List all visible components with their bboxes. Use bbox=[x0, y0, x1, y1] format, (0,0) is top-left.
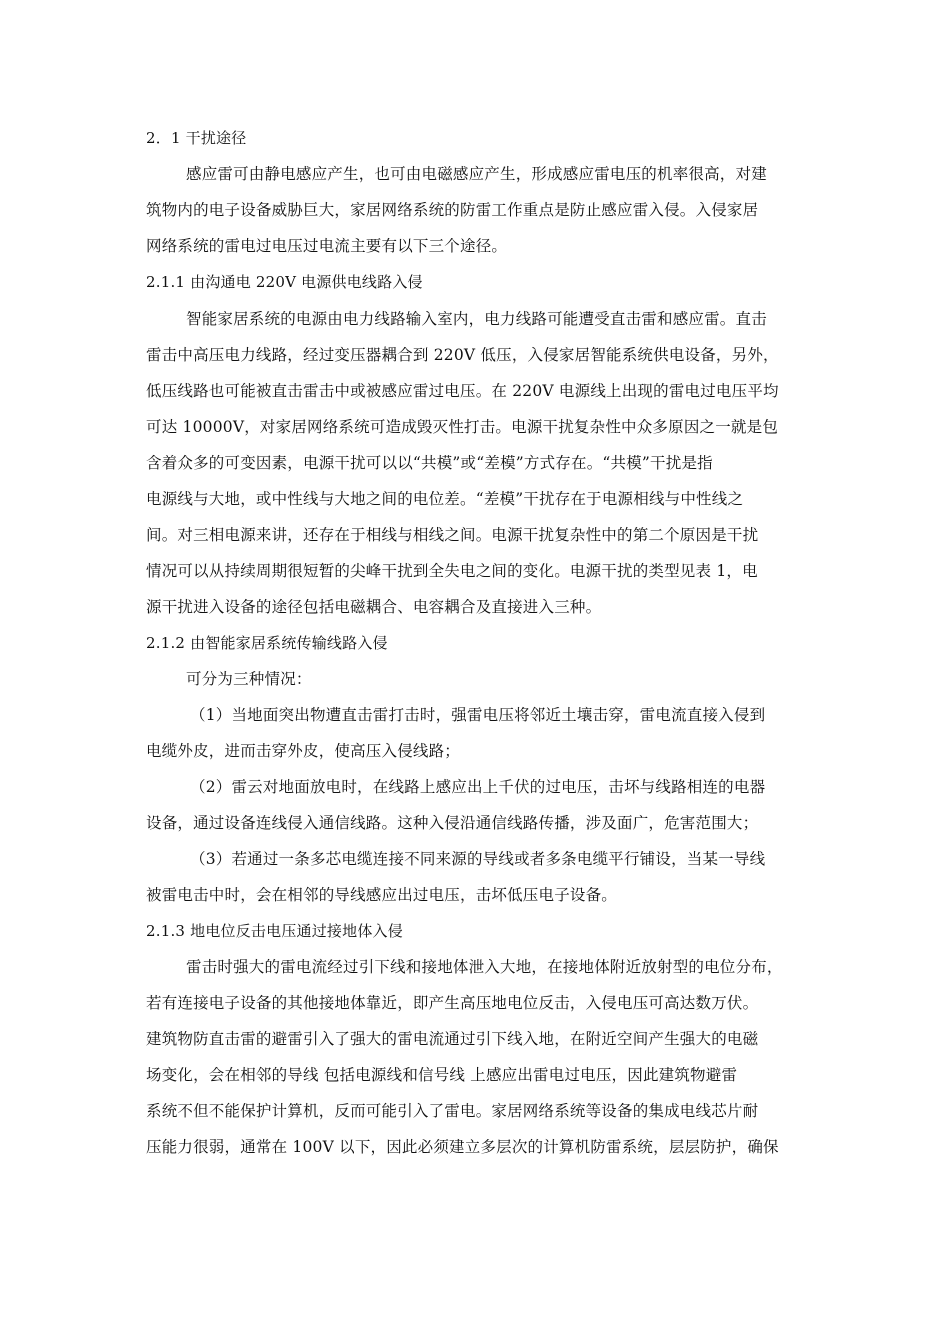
paragraph-line: 电缆外皮，进而击穿外皮，使高压入侵线路； bbox=[146, 742, 461, 760]
paragraph-line: 系统不但不能保护计算机，反而可能引入了雷电。家居网络系统等设备的集成电线芯片耐 bbox=[146, 1102, 759, 1120]
subsection-heading: 2.1.1 由沟通电 220V 电源供电线路入侵 bbox=[146, 273, 423, 291]
paragraph-line: 含着众多的可变因素，电源干扰可以以“共模”或“差模”方式存在。“共模”干扰是指 bbox=[146, 454, 713, 472]
section-heading: 2．1 干扰途径 bbox=[146, 129, 247, 147]
list-item-line: （3）若通过一条多芯电缆连接不同来源的导线或者多条电缆平行铺设，当某一导线 bbox=[190, 850, 766, 868]
paragraph-line: 感应雷可由静电感应产生，也可由电磁感应产生，形成感应雷电压的机率很高，对建 bbox=[186, 165, 767, 183]
subsection-heading: 2.1.2 由智能家居系统传输线路入侵 bbox=[146, 634, 388, 652]
paragraph-line: 间。对三相电源来讲，还存在于相线与相线之间。电源干扰复杂性中的第二个原因是干扰 bbox=[146, 526, 759, 544]
paragraph-line: 被雷电击中时，会在相邻的导线感应出过电压，击坏低压电子设备。 bbox=[146, 886, 618, 904]
list-item-line: （1）当地面突出物遭直击雷打击时，强雷电压将邻近土壤击穿，雷电流直接入侵到 bbox=[190, 706, 766, 724]
paragraph-line: 压能力很弱，通常在 100V 以下，因此必须建立多层次的计算机防雷系统，层层防护，确保 bbox=[146, 1138, 779, 1156]
paragraph-line: 低压线路也可能被直击雷击中或被感应雷过电压。在 220V 电源线上出现的雷电过电压平均 bbox=[146, 382, 779, 400]
subsection-heading: 2.1.3 地电位反击电压通过接地体入侵 bbox=[146, 922, 403, 940]
paragraph-line: 网络系统的雷电过电压过电流主要有以下三个途径。 bbox=[146, 237, 508, 255]
paragraph-line: 若有连接电子设备的其他接地体靠近，即产生高压地电位反击，入侵电压可高达数万伏。 bbox=[146, 994, 759, 1012]
paragraph-line: 雷击时强大的雷电流经过引下线和接地体泄入大地，在接地体附近放射型的电位分布， bbox=[186, 958, 783, 976]
paragraph-line: 可分为三种情况： bbox=[186, 670, 312, 688]
paragraph-line: 设备，通过设备连线侵入通信线路。这种入侵沿通信线路传播，涉及面广，危害范围大； bbox=[146, 814, 759, 832]
paragraph-line: 源干扰进入设备的途径包括电磁耦合、电容耦合及直接进入三种。 bbox=[146, 598, 602, 616]
paragraph-line: 场变化，会在相邻的导线 包括电源线和信号线 上感应出雷电过电压，因此建筑物避雷 bbox=[146, 1066, 738, 1084]
paragraph-line: 可达 10000V，对家居网络系统可造成毁灭性打击。电源干扰复杂性中众多原因之一就是包 bbox=[146, 418, 779, 436]
paragraph-line: 智能家居系统的电源由电力线路输入室内，电力线路可能遭受直击雷和感应雷。直击 bbox=[186, 310, 767, 328]
paragraph-line: 筑物内的电子设备威胁巨大，家居网络系统的防雷工作重点是防止感应雷入侵。入侵家居 bbox=[146, 201, 759, 219]
paragraph-line: 情况可以从持续周期很短暂的尖峰干扰到全失电之间的变化。电源干扰的类型见表 1，电 bbox=[146, 562, 758, 580]
paragraph-line: 建筑物防直击雷的避雷引入了强大的雷电流通过引下线入地，在附近空间产生强大的电磁 bbox=[146, 1030, 759, 1048]
list-item-line: （2）雷云对地面放电时，在线路上感应出上千伏的过电压，击坏与线路相连的电器 bbox=[190, 778, 766, 796]
paragraph-line: 电源线与大地，或中性线与大地之间的电位差。“差模”干扰存在于电源相线与中性线之 bbox=[146, 490, 744, 508]
paragraph-line: 雷击中高压电力线路，经过变压器耦合到 220V 低压，入侵家居智能系统供电设备，另外， bbox=[146, 346, 779, 364]
